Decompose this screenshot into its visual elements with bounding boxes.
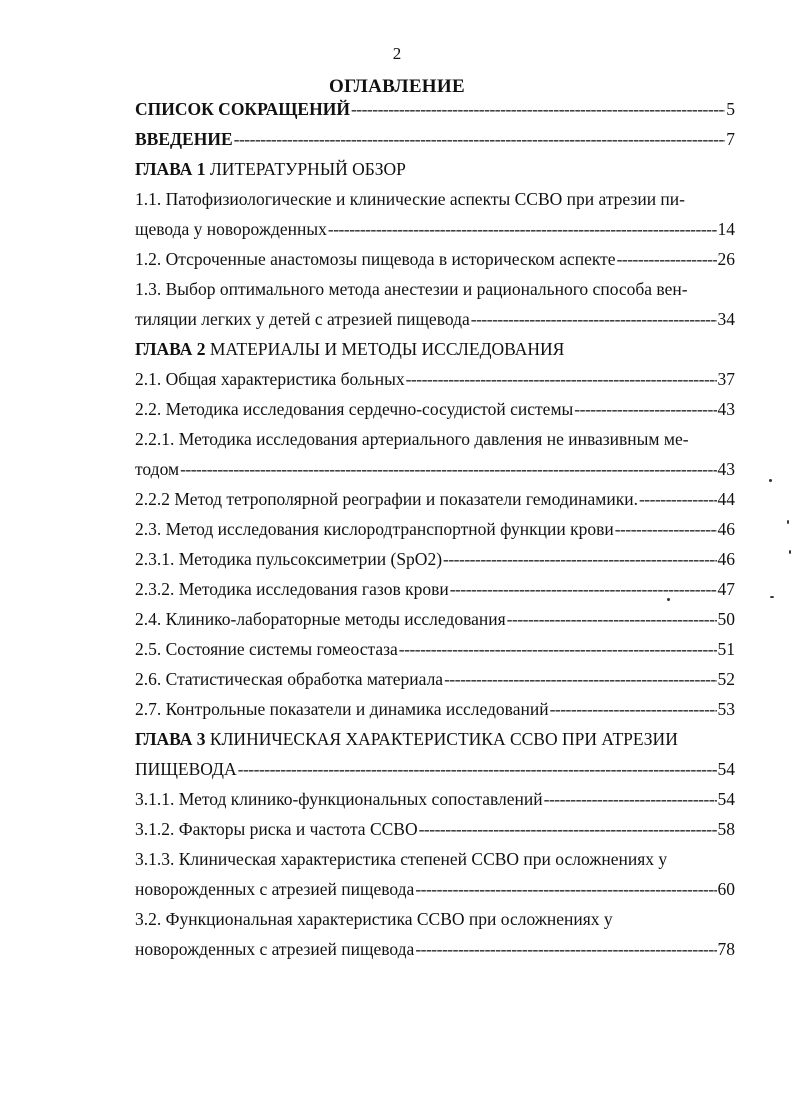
toc-entry	[135, 544, 735, 574]
toc-entry	[135, 934, 735, 964]
toc-entry-text: тодом	[135, 459, 180, 479]
toc-page-number: 5	[726, 99, 735, 119]
chapter-label: ГЛАВА 3	[135, 729, 206, 749]
toc-continued-line	[135, 844, 735, 874]
chapter-label: ГЛАВА 2	[135, 339, 206, 359]
toc-leader	[180, 454, 716, 484]
toc-page-number: 34	[717, 309, 735, 329]
toc-line-text: 1.1. Патофизиологические и клинические аспекты ССВО при атрезии пи-	[135, 189, 685, 209]
toc-entry-text: 2.4. Клинико-лабораторные методы исследования	[135, 609, 506, 629]
toc-leader	[615, 514, 717, 544]
scan-speck	[787, 520, 789, 524]
toc-entry-text: ВВЕДЕНИЕ	[135, 129, 233, 149]
toc-line-text: 3.2. Функциональная характеристика ССВО при осложнениях у	[135, 909, 613, 929]
toc-line-text: 1.3. Выбор оптимального метода анестезии и рационального способа вен-	[135, 279, 688, 299]
toc-leader	[415, 874, 716, 904]
page-title: ОГЛАВЛЕНИЕ	[329, 76, 465, 97]
toc-continued-line	[135, 274, 735, 304]
toc-entry-text: новорожденных с атрезией пищевода	[135, 879, 415, 899]
toc-entry	[135, 244, 735, 274]
toc-entry-text: 2.7. Контрольные показатели и динамика исследований	[135, 699, 549, 719]
toc-page-number: 46	[717, 549, 735, 569]
toc-entry	[135, 214, 735, 244]
toc-leader	[444, 664, 716, 694]
toc-entry	[135, 874, 735, 904]
toc-entry	[135, 754, 735, 784]
toc-leader	[471, 304, 717, 334]
toc-page-number: 7	[726, 129, 735, 149]
toc-entry-text: ПИЩЕВОДА	[135, 759, 237, 779]
table-of-contents	[135, 94, 735, 964]
toc-leader	[550, 694, 717, 724]
toc-page-number: 58	[717, 819, 735, 839]
page-number: 2	[392, 44, 402, 63]
toc-leader	[450, 574, 717, 604]
toc-page-number: 78	[717, 939, 735, 959]
chapter-label: ГЛАВА 1	[135, 159, 206, 179]
toc-leader	[415, 934, 716, 964]
scan-speck	[770, 596, 774, 598]
toc-leader	[574, 394, 716, 424]
toc-entry	[135, 694, 735, 724]
toc-entry-text: щевода у новорожденных	[135, 219, 327, 239]
toc-page-number: 53	[717, 699, 735, 719]
toc-leader	[238, 754, 717, 784]
toc-entry-text: 3.1.2. Факторы риска и частота ССВО	[135, 819, 418, 839]
toc-page-number: 52	[717, 669, 735, 689]
toc-page-number: 54	[717, 789, 735, 809]
toc-leader	[234, 124, 726, 154]
toc-line-text: 3.1.3. Клиническая характеристика степеней ССВО при осложнениях у	[135, 849, 668, 869]
toc-leader	[406, 364, 717, 394]
toc-page-number: 46	[717, 519, 735, 539]
scan-speck	[769, 479, 772, 482]
toc-page-number: 44	[717, 489, 735, 509]
toc-entry-text: 2.2. Методика исследования сердечно-сосудистой системы	[135, 399, 574, 419]
toc-leader	[639, 484, 717, 514]
toc-entry-text: 2.5. Состояние системы гомеостаза	[135, 639, 398, 659]
toc-entry-text: 2.1. Общая характеристика больных	[135, 369, 405, 389]
chapter-title: КЛИНИЧЕСКАЯ ХАРАКТЕРИСТИКА ССВО ПРИ АТРЕЗИИ	[209, 729, 678, 749]
toc-chapter-heading	[135, 724, 735, 754]
toc-entry	[135, 94, 735, 124]
toc-continued-line	[135, 904, 735, 934]
toc-entry-text: тиляции легких у детей с атрезией пищевода	[135, 309, 470, 329]
toc-entry	[135, 514, 735, 544]
toc-leader	[507, 604, 717, 634]
toc-entry-text: 2.2.2 Метод тетрополярной реографии и показатели гемодинамики.	[135, 489, 638, 509]
toc-leader	[443, 544, 716, 574]
toc-page-number: 43	[717, 399, 735, 419]
toc-entry	[135, 394, 735, 424]
toc-entry	[135, 364, 735, 394]
toc-line-text: 2.2.1. Методика исследования артериального давления не инвазивным ме-	[135, 429, 689, 449]
toc-page-number: 54	[717, 759, 735, 779]
scan-speck	[667, 598, 670, 601]
toc-entry-text: 2.6. Статистическая обработка материала	[135, 669, 444, 689]
toc-page-number: 47	[717, 579, 735, 599]
toc-entry	[135, 604, 735, 634]
toc-entry	[135, 124, 735, 154]
toc-entry-text: 2.3.1. Методика пульсоксиметрии (SpO2)	[135, 549, 443, 569]
toc-entry	[135, 454, 735, 484]
toc-entry-text: 2.3.2. Методика исследования газов крови	[135, 579, 449, 599]
toc-leader	[399, 634, 717, 664]
toc-entry	[135, 484, 735, 514]
toc-entry-text: новорожденных с атрезией пищевода	[135, 939, 415, 959]
toc-page-number: 51	[717, 639, 735, 659]
toc-entry	[135, 574, 735, 604]
toc-page-number: 14	[717, 219, 735, 239]
toc-entry	[135, 634, 735, 664]
toc-page-number: 60	[717, 879, 735, 899]
toc-leader	[328, 214, 717, 244]
toc-chapter-heading	[135, 334, 735, 364]
toc-entry-text: 3.1.1. Метод клинико-функциональных сопоставлений	[135, 789, 543, 809]
toc-page-number: 50	[717, 609, 735, 629]
toc-entry	[135, 784, 735, 814]
toc-leader	[351, 94, 725, 124]
toc-continued-line	[135, 424, 735, 454]
toc-continued-line	[135, 184, 735, 214]
toc-page-number: 37	[717, 369, 735, 389]
toc-chapter-heading	[135, 154, 735, 184]
toc-entry	[135, 664, 735, 694]
toc-entry	[135, 304, 735, 334]
toc-entry-text: 2.3. Метод исследования кислородтранспортной функции крови	[135, 519, 614, 539]
toc-entry	[135, 814, 735, 844]
toc-leader	[419, 814, 717, 844]
toc-page-number: 43	[717, 459, 735, 479]
scan-speck	[789, 550, 791, 554]
toc-leader	[617, 244, 717, 274]
toc-leader	[544, 784, 717, 814]
chapter-title: ЛИТЕРАТУРНЫЙ ОБЗОР	[209, 159, 406, 179]
toc-page-number: 26	[717, 249, 735, 269]
chapter-title: МАТЕРИАЛЫ И МЕТОДЫ ИССЛЕДОВАНИЯ	[209, 339, 565, 359]
toc-entry-text: СПИСОК СОКРАЩЕНИЙ	[135, 99, 350, 119]
toc-entry-text: 1.2. Отсроченные анастомозы пищевода в историческом аспекте	[135, 249, 616, 269]
